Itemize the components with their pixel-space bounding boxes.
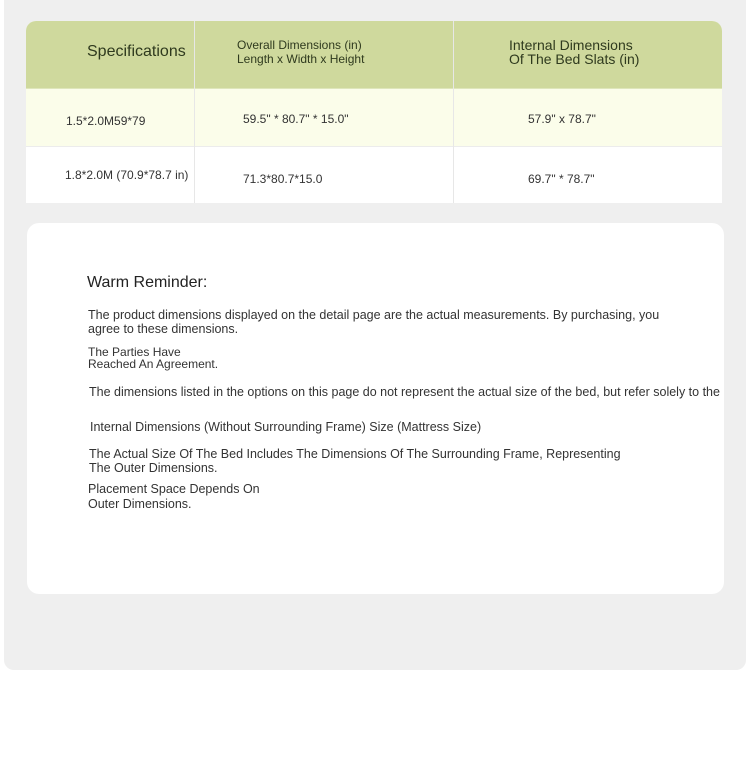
header-overall-line2: Length x Width x Height — [237, 52, 365, 66]
reminder-p6-line1: Placement Space Depends On — [88, 482, 260, 496]
reminder-paragraph-2 — [88, 346, 218, 370]
specifications-table — [26, 21, 722, 203]
row-overall: 59.5" * 80.7" * 15.0" — [243, 112, 349, 126]
reminder-p1-line2: agree to these dimensions. — [88, 322, 239, 336]
header-internal-dimensions — [509, 38, 639, 66]
reminder-paragraph-1 — [88, 308, 659, 336]
header-internal-line2: Of The Bed Slats (in) — [509, 51, 640, 67]
header-specifications: Specifications — [87, 43, 186, 60]
reminder-p1-line1: The product dimensions displayed on the detail page are the actual measurements. By purchasing, you — [88, 308, 660, 322]
column-divider — [453, 21, 454, 203]
row-internal: 69.7" * 78.7" — [528, 172, 595, 186]
reminder-paragraph-5 — [89, 447, 621, 475]
row-spec: 1.8*2.0M (70.9*78.7 in) — [65, 168, 189, 182]
reminder-p2-line1: The Parties Have — [88, 345, 181, 359]
reminder-p6-line2: Outer Dimensions. — [88, 497, 192, 511]
row-internal: 57.9" x 78.7" — [528, 112, 596, 126]
reminder-p5-line2: The Outer Dimensions. — [89, 461, 218, 475]
column-divider — [194, 21, 195, 203]
reminder-p2-line2: Reached An Agreement. — [88, 357, 219, 371]
reminder-paragraph-4: Internal Dimensions (Without Surrounding Frame) Size (Mattress Size) — [90, 420, 482, 434]
header-overall-dimensions — [237, 38, 364, 66]
warm-reminder-card — [27, 223, 724, 594]
reminder-paragraph-6 — [88, 482, 260, 512]
header-internal-line1: Internal Dimensions — [509, 37, 633, 53]
table-header-row — [26, 21, 722, 89]
table-row — [26, 147, 722, 203]
row-overall: 71.3*80.7*15.0 — [243, 172, 323, 186]
table-row — [26, 89, 722, 147]
reminder-p5-line1: The Actual Size Of The Bed Includes The Dimensions Of The Surrounding Frame, Representing — [89, 447, 621, 461]
header-overall-line1: Overall Dimensions (in) — [237, 38, 362, 52]
content-panel — [4, 0, 746, 670]
reminder-paragraph-3: The dimensions listed in the options on this page do not represent the actual size of the bed, but refer solely to the — [89, 385, 720, 399]
reminder-title: Warm Reminder: — [87, 274, 208, 291]
row-spec: 1.5*2.0M59*79 — [66, 114, 146, 128]
